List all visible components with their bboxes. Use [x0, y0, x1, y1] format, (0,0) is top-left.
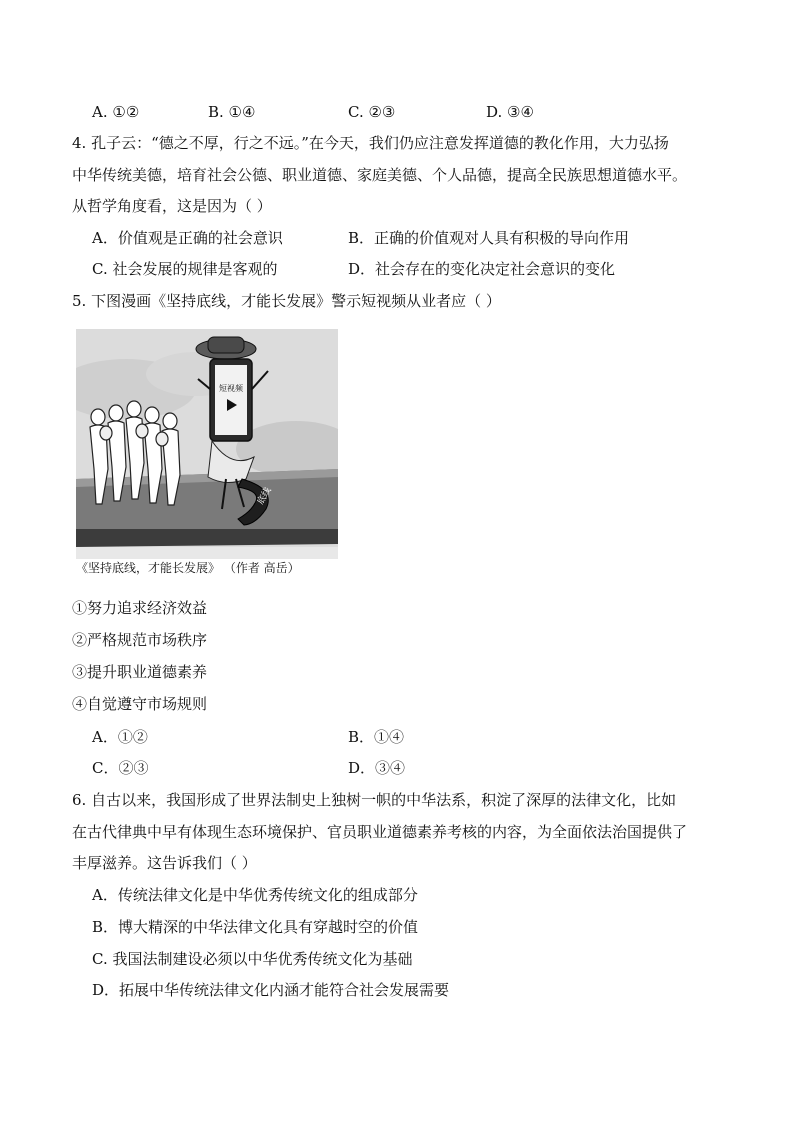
q4-option-d[interactable]: D．社会存在的变化决定社会意识的变化	[348, 260, 616, 278]
q5-option-b[interactable]: B．①④	[348, 728, 405, 746]
q5-item-3: ③提升职业道德素养	[72, 663, 208, 681]
q3-option-c[interactable]: C. ②③	[348, 103, 396, 121]
q6-option-a[interactable]: A．传统法律文化是中华优秀传统文化的组成部分	[92, 886, 418, 904]
q3-option-a[interactable]: A. ①②	[92, 103, 140, 121]
q5-item-1: ①努力追求经济效益	[72, 599, 208, 617]
phone-label: 短视频	[219, 384, 243, 393]
cartoon-image	[76, 329, 338, 559]
q5-item-4: ④自觉遵守市场规则	[72, 695, 208, 713]
q4-stem-line-2: 中华传统美德，培育社会公德、职业道德、家庭美德、个人品德，提高全民族思想道德水平。	[72, 166, 688, 184]
q5-option-c[interactable]: C．②③	[92, 759, 149, 777]
q5-item-2: ②严格规范市场秩序	[72, 631, 208, 649]
q6-option-d[interactable]: D．拓展中华传统法律文化内涵才能符合社会发展需要	[92, 981, 450, 999]
q5-option-a[interactable]: A．①②	[92, 728, 148, 746]
q4-option-c[interactable]: C. 社会发展的规律是客观的	[92, 260, 278, 278]
ribbon-label: 底线	[255, 485, 274, 507]
q6-option-b[interactable]: B．博大精深的中华法律文化具有穿越时空的价值	[92, 918, 419, 936]
cartoon-caption: 《坚持底线，才能长发展》 （作者 高岳）	[76, 561, 300, 575]
q5-option-d[interactable]: D．③④	[348, 759, 406, 777]
q4-stem-line-3: 从哲学角度看，这是因为（ ）	[72, 197, 272, 215]
q6-stem-line-2: 在古代律典中早有体现生态环境保护、官员职业道德素养考核的内容，为全面依法治国提供了	[72, 823, 688, 841]
q4-stem-line-1: 4. 孔子云：“德之不厚，行之不远。”在今天，我们仍应注意发挥道德的教化作用，大力弘扬	[72, 134, 669, 152]
q6-option-c[interactable]: C. 我国法制建设必须以中华优秀传统文化为基础	[92, 950, 413, 968]
q6-stem-line-1: 6. 自古以来，我国形成了世界法制史上独树一帜的中华法系，积淀了深厚的法律文化，比如	[72, 791, 677, 809]
q6-stem-line-3: 丰厚滋养。这告诉我们（ ）	[72, 854, 257, 872]
q4-option-b[interactable]: B．正确的价值观对人具有积极的导向作用	[348, 229, 630, 247]
q4-option-a[interactable]: A．价值观是正确的社会意识	[92, 229, 283, 247]
q5-stem: 5. 下图漫画《坚持底线，才能长发展》警示短视频从业者应（ ）	[72, 292, 501, 310]
cartoon-crowd	[90, 401, 180, 505]
q3-option-d[interactable]: D. ③④	[486, 103, 534, 121]
q3-option-b[interactable]: B. ①④	[208, 103, 256, 121]
